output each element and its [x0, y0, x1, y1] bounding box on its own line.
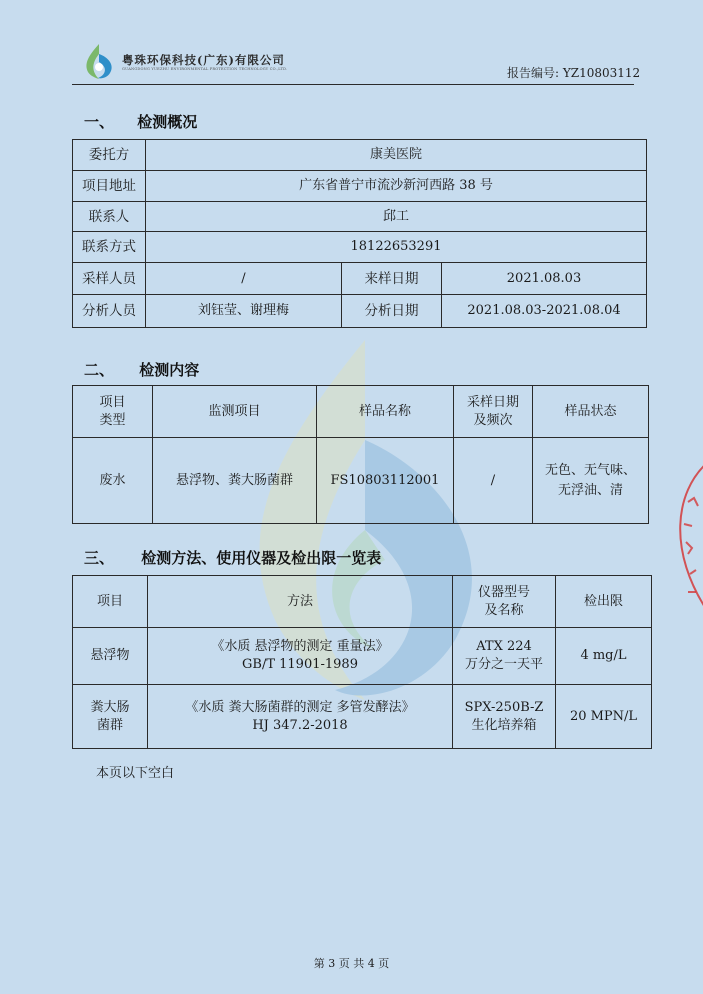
company-logo-icon	[82, 42, 116, 80]
receive-date-value: 2021.08.03	[442, 263, 647, 295]
client-value: 康美医院	[146, 140, 647, 171]
receive-date-label: 来样日期	[342, 263, 442, 295]
method-table	[72, 575, 652, 749]
page-footer: 第 3 页 共 4 页	[313, 957, 390, 970]
phone-label: 联系方式	[73, 232, 146, 263]
row-limit: 4 mg/L	[556, 628, 652, 685]
table-row	[73, 140, 647, 171]
header-divider	[72, 84, 634, 85]
row-sample-name: FS10803112001	[317, 438, 454, 524]
section3-title: 检测方法、使用仪器及检出限一览表	[141, 549, 382, 567]
overview-table	[72, 139, 647, 328]
header-instrument: 仪器型号 及名称	[453, 576, 556, 628]
row-limit: 20 MPN/L	[556, 685, 652, 749]
row-method: 《水质 粪大肠菌群的测定 多管发酵法》 HJ 347.2-2018	[148, 685, 453, 749]
analyst-label: 分析人员	[73, 295, 146, 328]
table-header-row	[73, 386, 649, 438]
row-item: 粪大肠 菌群	[73, 685, 148, 749]
table-row	[73, 685, 652, 749]
company-seal-stamp	[664, 462, 703, 612]
row-method: 《水质 悬浮物的测定 重量法》 GB/T 11901-1989	[148, 628, 453, 685]
header-item: 项目	[73, 576, 148, 628]
section2-number: 二、	[84, 361, 115, 379]
header-frequency: 采样日期 及频次	[454, 386, 533, 438]
header-method: 方法	[148, 576, 453, 628]
table-row	[73, 295, 647, 328]
table-row	[73, 232, 647, 263]
report-number: 报告编号: YZ10803112	[507, 66, 641, 80]
header-items: 监测项目	[153, 386, 317, 438]
contact-label: 联系人	[73, 202, 146, 232]
section3-number: 三、	[84, 549, 115, 567]
address-label: 项目地址	[73, 171, 146, 202]
row-frequency: /	[454, 438, 533, 524]
client-label: 委托方	[73, 140, 146, 171]
company-name-en: GUANGDONG YUEZHU ENVIRONMENTAL PROTECTION TECHNOLOGY CO.,LTD.	[122, 67, 288, 71]
table-row	[73, 202, 647, 232]
header-sample-name: 样品名称	[317, 386, 454, 438]
section1-number: 一、	[84, 113, 115, 131]
section1-title: 检测概况	[137, 113, 198, 131]
header-type: 项目 类型	[73, 386, 153, 438]
table-row	[73, 438, 649, 524]
header-state: 样品状态	[533, 386, 649, 438]
row-items: 悬浮物、粪大肠菌群	[153, 438, 317, 524]
section1-heading	[84, 111, 197, 132]
address-value: 广东省普宁市流沙新河西路 38 号	[146, 171, 647, 202]
table-header-row	[73, 576, 652, 628]
company-name: 粤珠环保科技(广东)有限公司	[122, 53, 285, 67]
row-type: 废水	[73, 438, 153, 524]
content-table	[72, 385, 649, 524]
analysis-date-value: 2021.08.03-2021.08.04	[442, 295, 647, 328]
phone-value: 18122653291	[146, 232, 647, 263]
table-row	[73, 171, 647, 202]
section3-heading	[84, 547, 381, 568]
blank-note: 本页以下空白	[96, 766, 175, 781]
row-item: 悬浮物	[73, 628, 148, 685]
table-row	[73, 263, 647, 295]
table-row	[73, 628, 652, 685]
sampler-value: /	[146, 263, 342, 295]
header-limit: 检出限	[556, 576, 652, 628]
section2-title: 检测内容	[139, 361, 200, 379]
contact-value: 邱工	[146, 202, 647, 232]
section2-heading	[84, 359, 199, 380]
sampler-label: 采样人员	[73, 263, 146, 295]
row-state: 无色、无气味、 无浮油、清	[533, 438, 649, 524]
row-instrument: ATX 224 万分之一天平	[453, 628, 556, 685]
analysis-date-label: 分析日期	[342, 295, 442, 328]
analyst-value: 刘钰莹、谢理梅	[146, 295, 342, 328]
row-instrument: SPX-250B-Z 生化培养箱	[453, 685, 556, 749]
